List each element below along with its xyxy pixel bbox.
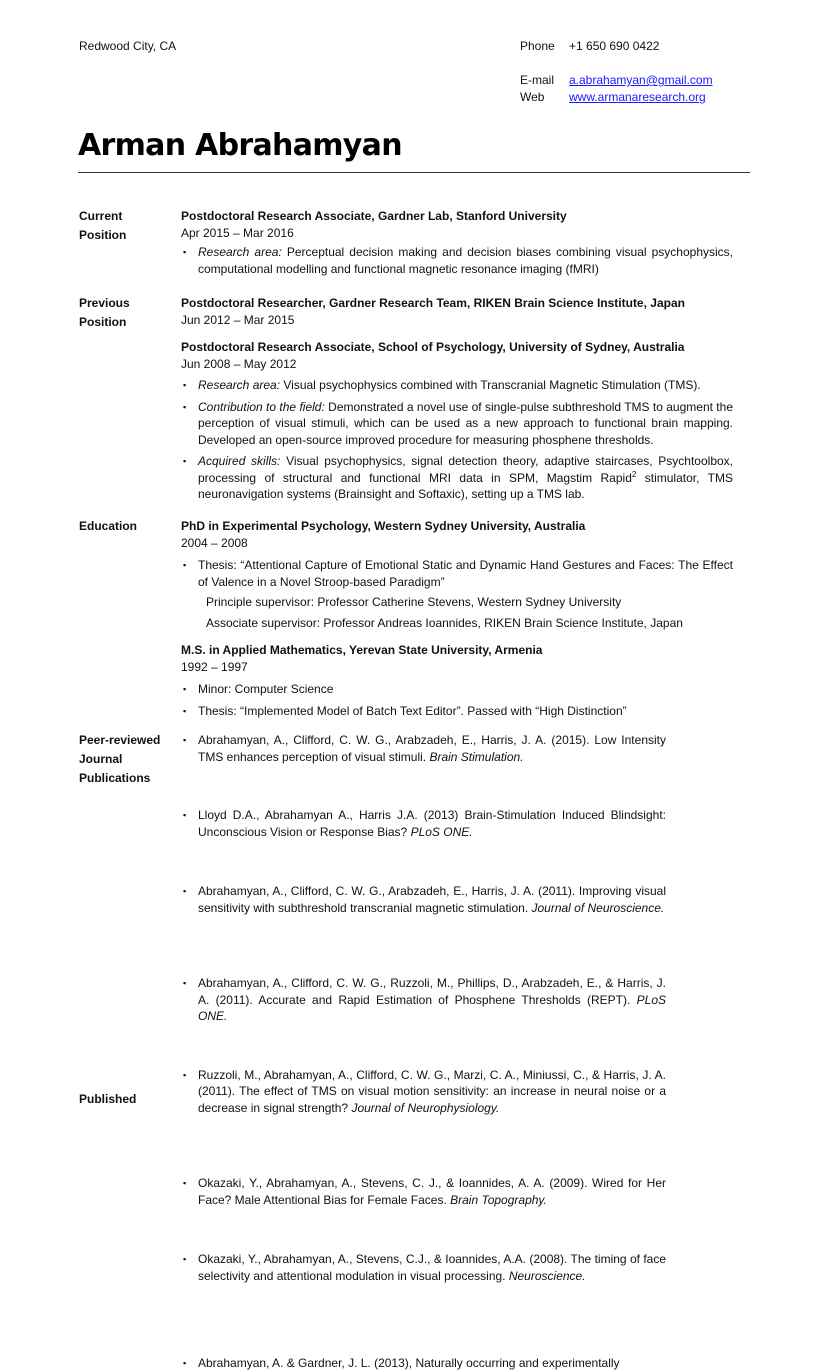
journal-name: Brain Stimulation. [429,749,524,764]
bullet-label: Acquired skills: [198,454,281,468]
section-heading-previous [79,294,179,332]
entry-dates: 2004 – 2008 [181,536,248,550]
header-divider [78,172,750,173]
heading-line: Position [79,315,127,329]
bullet-icon: ▪ [183,705,187,716]
previous-position-entry [181,294,733,329]
heading-line: Current [79,209,123,223]
bullet-icon: ▪ [183,735,187,745]
list-item [181,399,733,449]
section-heading-education: Education [79,519,138,533]
heading-line: Publications [79,771,151,785]
bullet-icon: ▪ [183,456,187,466]
entry-title: Postdoctoral Research Associate, Gardner Lab, Stanford University [181,209,567,223]
bullet-label: Research area: [198,378,281,392]
bullet-icon: ▪ [183,810,187,820]
list-item [181,681,733,698]
email-label: E-mail [520,73,555,87]
journal-name: Neuroscience. [508,1268,586,1283]
bullet-icon: ▪ [183,247,187,257]
bullet-text: Thesis: “Implemented Model of Batch Text Editor”. Passed with “High Distinction” [198,703,627,718]
entry-dates: Apr 2015 – Mar 2016 [181,226,294,240]
publication-text: Abrahamyan, A., Clifford, C. W. G., Arabzadeh, E., Harris, J. A. (2015). Low Intensity TMS enhances perception of visual stimuli. [198,733,666,764]
bullet-label: Research area: [198,245,282,259]
section-heading-published: Published [79,1092,137,1106]
bullet-text: Perceptual decision making and decision biases combining visual psychophysics, computational modelling and functional magnetic resonance imaging (fMRI) [198,245,733,276]
previous-position-entry [181,338,733,503]
journal-name: Brain Topography. [450,1192,547,1207]
person-name: Arman Abrahamyan [78,128,402,163]
email-link[interactable]: a.abrahamyan@gmail.com [569,73,713,87]
list-item [181,453,733,503]
bullet-text: Demonstrated a novel use of single-pulse subthreshold TMS to augment the perception of visual stimuli, which can be used as a new approach to functional brain mapping. Developed an open-source improved procedure for measuring phosphene thresholds. [198,399,733,447]
bullet-icon: ▪ [183,401,187,412]
publication-item [181,1355,666,1372]
publication-item [181,732,666,765]
bullet-icon: ▪ [183,560,187,570]
section-heading-current [79,207,179,245]
publication-text: Abrahamyan, A. & Gardner, J. L. (2013), Naturally occurring and experimentally [198,1356,620,1370]
list-item [181,244,733,277]
publication-text: Okazaki, Y., Abrahamyan, A., Stevens, C. J., & Ioannides, A. A. (2009). Wired for Her Face? Male Attentional Bias for Female Faces. [198,1176,666,1207]
current-position-entry [181,207,733,277]
bullet-text: Visual psychophysics, signal detection theory, adaptive staircases, Psychtoolbox, processing of structural and functional MRI data in SPM, Magstim Rapid [198,454,733,485]
bullet-icon: ▪ [183,978,187,988]
bullet-text: Minor: Computer Science [198,682,334,696]
supervisor-line: Associate supervisor: Professor Andreas Ioannides, RIKEN Brain Science Institute, Japan [206,615,683,630]
publication-item [181,1251,666,1284]
publication-text: Abrahamyan, A., Clifford, C. W. G., Arabzadeh, E., Harris, J. A. (2011). Improving visual sensitivity with subthreshold transcranial magnetic stimulation. [198,884,666,915]
bullet-icon: ▪ [183,1254,187,1264]
journal-name: Journal of Neuroscience. [531,900,665,915]
web-link[interactable]: www.armanaresearch.org [569,90,706,104]
bullet-icon: ▪ [183,684,187,694]
heading-line: Previous [79,296,130,310]
list-item [181,703,733,720]
bullet-icon: ▪ [183,886,187,896]
phone-label: Phone [520,39,555,53]
web-label: Web [520,90,545,104]
publication-item [181,883,666,916]
publication-item [181,807,666,840]
bullet-text: Thesis: “Attentional Capture of Emotional Static and Dynamic Hand Gestures and Faces: The Effect of Valence in a Novel Stroop-based Paradigm” [198,558,733,589]
bullet-icon: ▪ [183,1358,187,1368]
education-entry-phd [181,517,733,631]
entry-dates: Jun 2012 – Mar 2015 [181,313,295,327]
entry-title: Postdoctoral Researcher, Gardner Research Team, RIKEN Brain Science Institute, Japan [181,296,685,310]
supervisor-line: Principle supervisor: Professor Catherine Stevens, Western Sydney University [206,595,622,609]
entry-title: Postdoctoral Research Associate, School of Psychology, University of Sydney, Australia [181,340,685,354]
list-item [181,377,733,394]
bullet-label: Contribution to the field: [198,399,325,414]
phone-number: +1 650 690 0422 [569,39,660,53]
list-item [181,557,733,590]
entry-dates: Jun 2008 – May 2012 [181,357,297,371]
journal-name: PLoS ONE. [410,824,473,839]
entry-title: PhD in Experimental Psychology, Western Sydney University, Australia [181,519,586,533]
publication-text: Ruzzoli, M., Abrahamyan, A., Clifford, C. W. G., Marzi, C. A., Miniussi, C., & Harris, J. A. (2011). The effect of TMS on visual motion sensitivity: an increase in neural noise or a decrease in signal strength? [198,1067,666,1115]
entry-dates: 1992 – 1997 [181,660,248,674]
bullet-text: stimulator, TMS neuronavigation systems (Brainsight and Softaxic), setting up a TMS lab. [198,470,734,501]
publication-text: Lloyd D.A., Abrahamyan A., Harris J.A. (2013) Brain-Stimulation Induced Blindsight: Unconscious Vision or Response Bias? [198,808,666,839]
publication-text: Okazaki, Y., Abrahamyan, A., Stevens, C.J., & Ioannides, A.A. (2008). The timing of face selectivity and attentional modulation in visual processing. [198,1252,666,1283]
heading-line: Journal [79,752,123,766]
address: Redwood City, CA [79,39,177,53]
journal-name: Journal of Neurophysiology. [351,1100,500,1115]
heading-line: Position [79,228,127,242]
bullet-icon: ▪ [183,380,187,390]
publication-text: Abrahamyan, A., Clifford, C. W. G., Ruzzoli, M., Phillips, D., Arabzadeh, E., & Harris, J. A. (2011). Accurate and Rapid Estimation of Phosphene Thresholds (REPT). [198,976,666,1007]
bullet-icon: ▪ [183,1069,187,1080]
heading-line: Peer-reviewed [79,733,161,747]
section-heading-publications [79,731,179,788]
publication-item [181,1067,666,1117]
journal-name: PLoS ONE. [198,992,666,1023]
publication-item [181,975,666,1025]
bullet-text: Visual psychophysics combined with Transcranial Magnetic Stimulation (TMS). [280,378,701,392]
publication-item [181,1175,666,1208]
entry-title: M.S. in Applied Mathematics, Yerevan State University, Armenia [181,643,543,657]
superscript: 2 [631,469,637,479]
education-entry-ms [181,641,733,719]
bullet-icon: ▪ [183,1178,187,1188]
